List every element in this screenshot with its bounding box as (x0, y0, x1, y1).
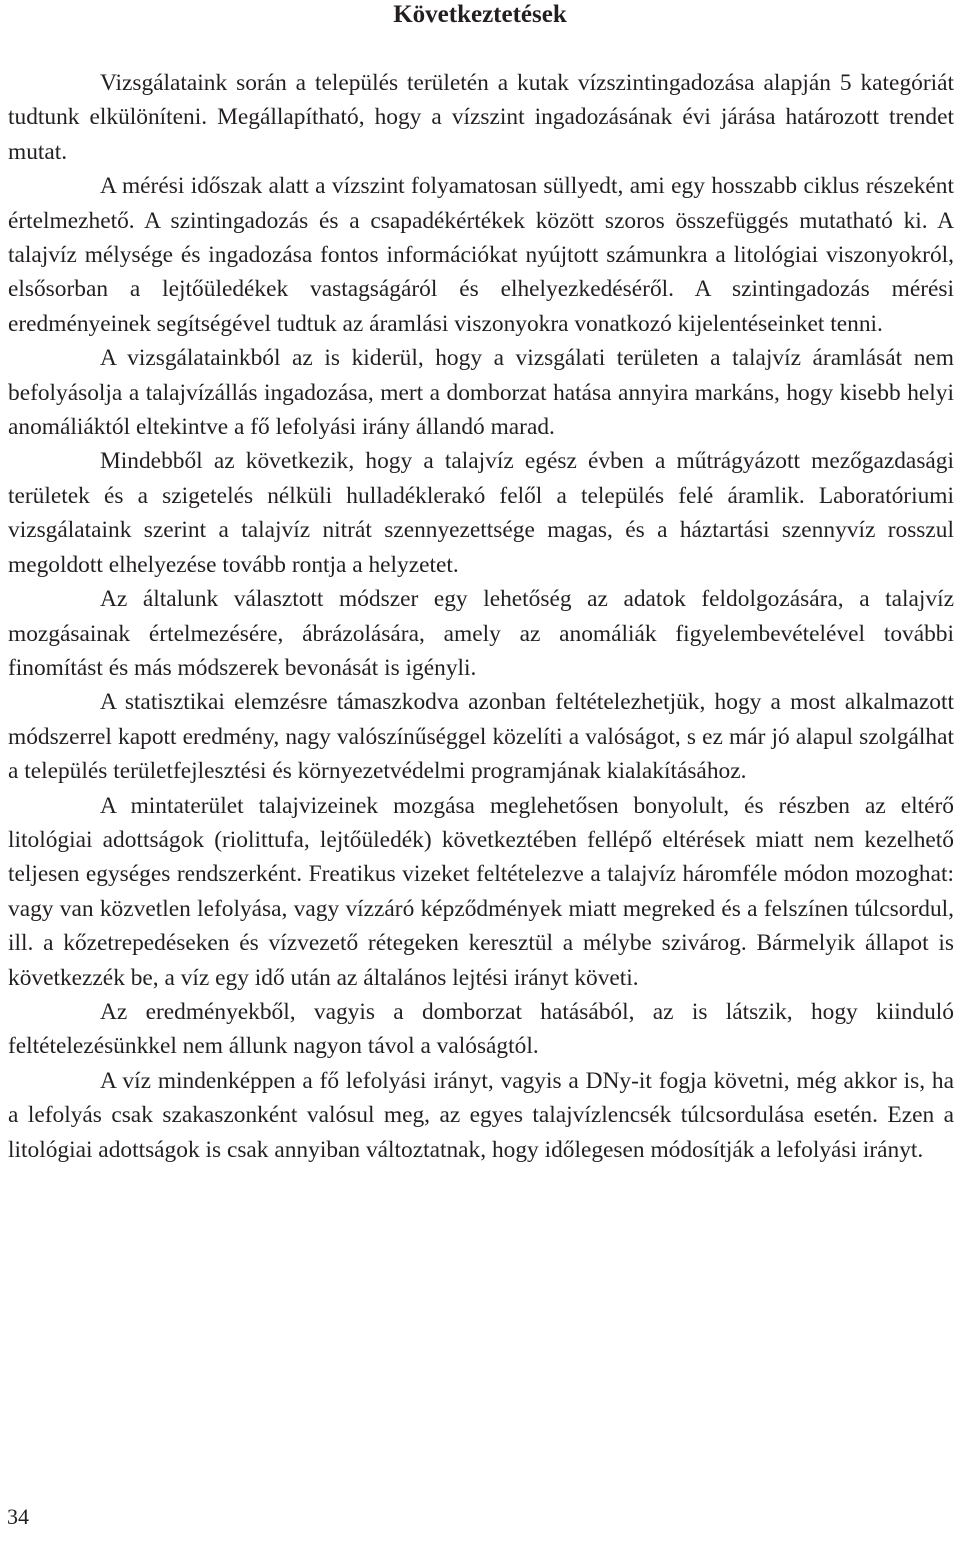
paragraph: A statisztikai elemzésre támaszkodva azonban feltételezhetjük, hogy a most alkalmazott módszerrel kapott eredmény, nagy valószínűséggel közelíti a valóságot, s ez már jó alapul szolgálhat a település területfejlesztési és környezetvédelmi programjának kialakításához. (8, 689, 954, 785)
body-text (8, 66, 954, 1167)
paragraph: Vizsgálataink során a település területén a kutak vízszintingadozása alapján 5 kategóriát tudtunk elkülöníteni. Megállapítható, hogy a vízszint ingadozásának évi járása határozott trendet mutat. (8, 70, 954, 165)
paragraph: Mindebből az következik, hogy a talajvíz egész évben a műtrágyázott mezőgazdasági területek és a szigetelés nélküli hulladéklerakó felől a település felé áramlik. Laboratóriumi vizsgálataink szerint a talajvíz nitrát szennyezettsége magas, és a háztartási szennyvíz rosszul megoldott elhelyezése tovább rontja a helyzetet. (8, 448, 954, 578)
section-title: Következtetések (393, 1, 567, 28)
page-number: 34 (7, 1504, 29, 1529)
paragraph: Az eredményekből, vagyis a domborzat hatásából, az is látszik, hogy kiinduló feltételezésünkkel nem állunk nagyon távol a valóságtól. (8, 998, 954, 1060)
paragraph: A víz mindenképpen a fő lefolyási irányt, vagyis a DNy-it fogja követni, még akkor is, ha a lefolyás csak szakaszonként valósul meg, az egyes talajvízlencsék túlcsordulása esetén. Ezen a litológiai adottságok is csak annyiban változtatnak, hogy időlegesen módosítják a lefolyási irányt. (8, 1067, 954, 1163)
paragraph: A vizsgálatainkból az is kiderül, hogy a vizsgálati területen a talajvíz áramlását nem befolyásolja a talajvízállás ingadozása, mert a domborzat hatása annyira markáns, hogy kisebb helyi anomáliáktól eltekintve a fő lefolyási irány állandó marad. (8, 345, 954, 441)
paragraph: Az általunk választott módszer egy lehetőség az adatok feldolgozására, a talajvíz mozgásainak értelmezésére, ábrázolására, amely az anomáliák figyelembevételével további finomítást és más módszerek bevonását is igényli. (8, 586, 954, 681)
paragraph: A mérési időszak alatt a vízszint folyamatosan süllyedt, ami egy hosszabb ciklus részeként értelmezhető. A szintingadozás és a csapadékértékek között szoros összefüggés mutatható ki. A talajvíz mélysége és ingadozása fontos információkat nyújtott számunkra a litológiai viszonyokról, elsősorban a lejtőüledékek vastagságáról és elhelyezkedéséről. A szintingadozás mérési eredményeinek segítségével tudtuk az áramlási viszonyokra vonatkozó kijelentéseinket tenni. (8, 173, 954, 337)
paragraph: A mintaterület talajvizeinek mozgása meglehetősen bonyolult, és részben az eltérő litológiai adottságok (riolittufa, lejtőüledék) következtében fellépő eltérések miatt nem kezelhető teljesen egységes rendszerként. Freatikus vizeket feltételezve a talajvíz háromféle módon mozoghat: vagy van közvetlen lefolyása, vagy vízzáró képződmények miatt megreked és a felszínen túlcsordul, ill. a kőzetrepedéseken és vízvezető rétegeken keresztül a mélybe szivárog. Bármelyik állapot is következzék be, a víz egy idő után az általános lejtési irányt követi. (8, 792, 954, 991)
